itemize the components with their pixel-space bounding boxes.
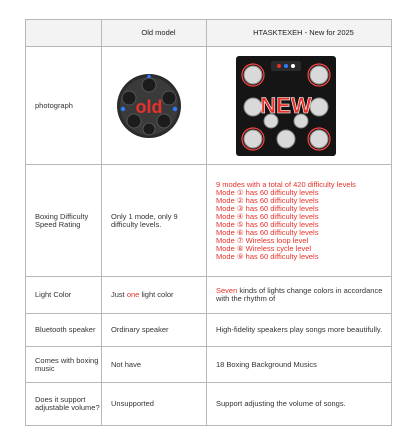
difficulty-new-line: Mode ① has 60 difficulty levels <box>216 187 319 197</box>
difficulty-new-line: 9 modes with a total of 420 difficulty levels <box>216 179 356 189</box>
difficulty-new-line: Mode ⑨ has 60 difficulty levels <box>216 251 319 261</box>
bluetooth-label: Bluetooth speaker <box>26 314 102 347</box>
volume-label: Does it support adjustable volume? <box>26 383 102 426</box>
light-old-pre: Just <box>111 290 127 299</box>
light-color-old <box>102 277 207 314</box>
light-old-highlight: one <box>126 290 140 299</box>
new-model-photo-cell <box>207 47 392 165</box>
old-model-photo-cell <box>102 47 207 165</box>
difficulty-row <box>26 165 392 277</box>
photograph-row <box>26 47 392 165</box>
difficulty-label: Boxing Difficulty Speed Rating <box>26 165 102 277</box>
volume-row <box>26 383 392 426</box>
difficulty-new-line: Mode ⑧ Wireless cycle level <box>216 243 312 253</box>
light-new-post: kinds of lights change colors in accordance with the rhythm of <box>216 286 383 303</box>
new-model-photo <box>235 55 337 157</box>
bluetooth-old: Ordinary speaker <box>102 314 207 347</box>
music-old: Not have <box>102 347 207 383</box>
comparison-table <box>25 19 392 426</box>
header-empty-cell <box>26 20 102 47</box>
difficulty-new-line: Mode ② has 60 difficulty levels <box>216 195 319 205</box>
old-overlay-text: old <box>135 96 163 117</box>
new-overlay-text: NEW <box>260 92 312 118</box>
comparison-table-frame <box>25 19 391 412</box>
bluetooth-new: High-fidelity speakers play songs more beautifully. <box>207 314 392 347</box>
music-row <box>26 347 392 383</box>
header-new-model: HTASKTEXEH - New for 2025 <box>207 20 392 47</box>
difficulty-old: Only 1 mode, only 9 difficulty levels. <box>102 165 207 277</box>
difficulty-new-line: Mode ⑥ has 60 difficulty levels <box>216 227 319 237</box>
old-model-photo <box>116 73 182 139</box>
difficulty-new <box>207 165 392 277</box>
difficulty-new-line: Mode ⑤ has 60 difficulty levels <box>216 219 319 229</box>
photograph-label: photograph <box>26 47 102 165</box>
header-row <box>26 20 392 47</box>
light-color-label: Light Color <box>26 277 102 314</box>
light-color-row <box>26 277 392 314</box>
volume-old: Unsupported <box>102 383 207 426</box>
volume-new: Support adjusting the volume of songs. <box>207 383 392 426</box>
bluetooth-row <box>26 314 392 347</box>
difficulty-new-line: Mode ④ has 60 difficulty levels <box>216 211 319 221</box>
light-new-highlight: Seven <box>216 286 238 295</box>
music-label: Comes with boxing music <box>26 347 102 383</box>
difficulty-new-line: Mode ③ has 60 difficulty levels <box>216 203 319 213</box>
light-old-post: light color <box>139 290 174 299</box>
light-color-new <box>207 277 392 314</box>
difficulty-new-line: Mode ⑦ Wireless loop level <box>216 235 309 245</box>
header-old-model: Old model <box>102 20 207 47</box>
music-new: 18 Boxing Background Musics <box>207 347 392 383</box>
